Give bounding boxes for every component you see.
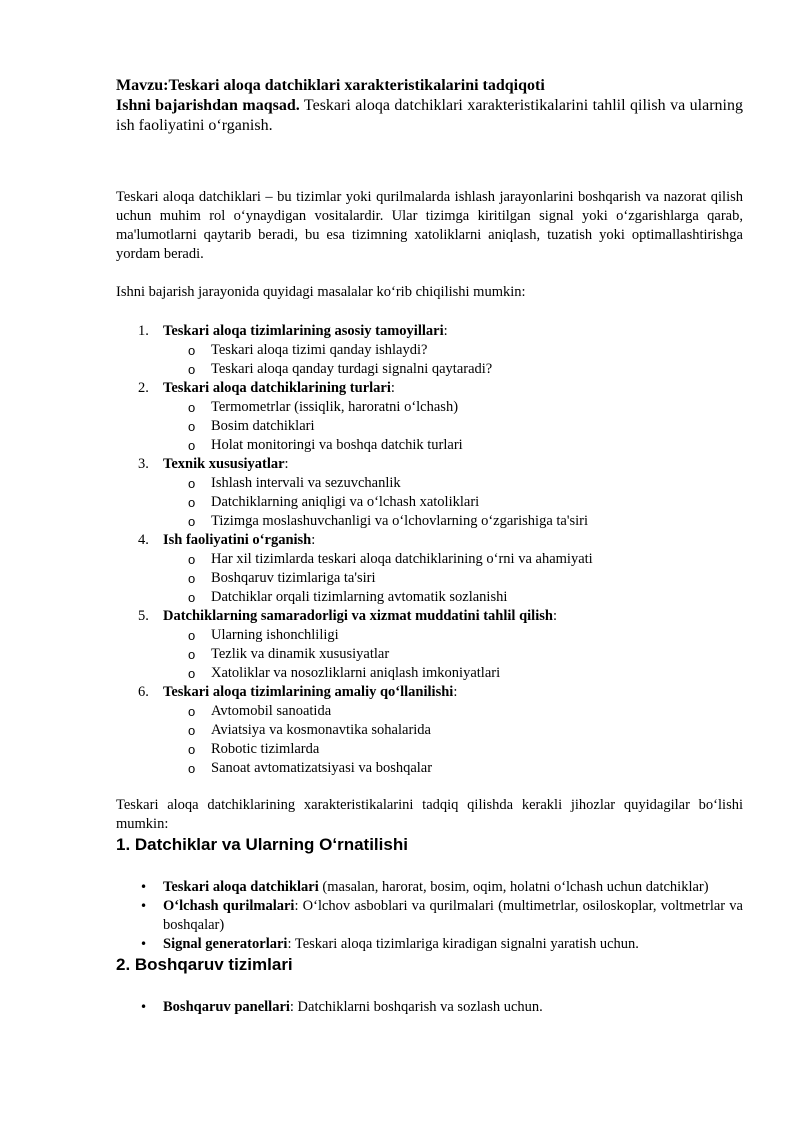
- sub-marker: o: [188, 742, 196, 757]
- subtask-list: [163, 550, 743, 607]
- title-label: Mavzu:: [116, 77, 169, 94]
- subtask-list: [163, 341, 743, 379]
- tasks-intro: Ishni bajarish jarayonida quyidagi masalalar koʻrib chiqilishi mumkin:: [116, 284, 526, 300]
- task-number: 3.: [138, 456, 149, 472]
- equipment-item: [116, 998, 743, 1017]
- sub-marker: o: [188, 552, 196, 567]
- section1-heading: 1. Datchiklar va Ularning Oʻrnatilishi: [116, 835, 408, 854]
- colon: :: [443, 323, 448, 339]
- subtask-item: [116, 645, 743, 664]
- equipment-intro: Teskari aloqa datchiklarining xarakteristikalarini tadqiq qilishda kerakli jihozlar quyidagilar boʻlishi mumkin:: [116, 797, 743, 832]
- subtask-text: Aviatsiya va kosmonavtika sohalarida: [211, 722, 431, 738]
- subtask-item: [116, 702, 743, 721]
- subtask-item: [116, 436, 743, 455]
- equipment-desc: : Teskari aloqa tizimlariga kiradigan signalni yaratish uchun.: [287, 936, 639, 952]
- subtask-item: [116, 569, 743, 588]
- sub-marker: o: [188, 666, 196, 681]
- subtask-text: Teskari aloqa qanday turdagi signalni qaytaradi?: [211, 361, 493, 377]
- colon: :: [311, 532, 316, 548]
- equipment-name: Boshqaruv panellari: [163, 999, 290, 1015]
- task-item: [116, 379, 743, 455]
- sub-marker: o: [188, 419, 196, 434]
- sub-marker: o: [188, 495, 196, 510]
- bullet-marker: •: [140, 1000, 148, 1014]
- subtask-text: Bosim datchiklari: [211, 418, 315, 434]
- equipment-desc: : Oʻlchov asboblari va qurilmalari (multimetrlar, osiloskoplar, voltmetrlar va boshqalar): [163, 898, 743, 933]
- sub-marker: o: [188, 343, 196, 358]
- sub-marker: o: [188, 723, 196, 738]
- purpose-text: Teskari aloqa datchiklari xarakteristikalarini tahlil qilish va ularning ish faoliyatini oʻrganish.: [116, 97, 743, 134]
- subtask-text: Holat monitoringi va boshqa datchik turlari: [211, 437, 463, 453]
- subtask-item: [116, 550, 743, 569]
- subtask-text: Datchiklar orqali tizimlarning avtomatik sozlanishi: [211, 589, 508, 605]
- task-item: [116, 322, 743, 379]
- subtask-item: [116, 474, 743, 493]
- subtask-text: Tezlik va dinamik xususiyatlar: [211, 646, 390, 662]
- colon: :: [390, 380, 395, 396]
- task-title: Teskari aloqa tizimlarining asosiy tamoyillari: [163, 323, 444, 339]
- subtask-item: [116, 360, 743, 379]
- sub-marker: o: [188, 704, 196, 719]
- task-title: Teskari aloqa datchiklarining turlari: [163, 380, 391, 396]
- subtask-item: [116, 398, 743, 417]
- section2-list: [116, 998, 743, 1017]
- equipment-item: [116, 878, 743, 897]
- colon: :: [453, 684, 458, 700]
- task-item: [116, 531, 743, 607]
- subtask-text: Xatoliklar va nosozliklarni aniqlash imkoniyatlari: [211, 665, 501, 681]
- bullet-marker: •: [140, 880, 148, 894]
- subtask-text: Ishlash intervali va sezuvchanlik: [211, 475, 401, 491]
- subtask-text: Termometrlar (issiqlik, haroratni oʻlchash): [211, 399, 459, 415]
- subtask-list: [163, 702, 743, 778]
- title-text: Teskari aloqa datchiklari xarakteristikalarini tadqiqoti: [168, 77, 545, 94]
- equipment-item: [116, 935, 743, 954]
- tasks-list: [116, 322, 743, 778]
- sub-marker: o: [188, 628, 196, 643]
- subtask-text: Ularning ishonchliligi: [211, 627, 339, 643]
- task-number: 5.: [138, 608, 149, 624]
- purpose-paragraph: [116, 96, 743, 136]
- task-item: [116, 607, 743, 683]
- task-item: [116, 683, 743, 778]
- section2-heading: 2. Boshqaruv tizimlari: [116, 955, 293, 974]
- subtask-text: Teskari aloqa tizimi qanday ishlaydi?: [211, 342, 428, 358]
- task-title: Datchiklarning samaradorligi va xizmat muddatini tahlil qilish: [163, 608, 553, 624]
- sub-marker: o: [188, 362, 196, 377]
- subtask-text: Sanoat avtomatizatsiyasi va boshqalar: [211, 760, 433, 776]
- sub-marker: o: [188, 400, 196, 415]
- section1-list: [116, 878, 743, 954]
- subtask-item: [116, 759, 743, 778]
- subtask-list: [163, 398, 743, 455]
- bullet-marker: •: [140, 937, 148, 951]
- subtask-text: Har xil tizimlarda teskari aloqa datchiklarining oʻrni va ahamiyati: [211, 551, 593, 567]
- equipment-desc: : Datchiklarni boshqarish va sozlash uchun.: [289, 999, 543, 1015]
- subtask-text: Datchiklarning aniqligi va oʻlchash xatoliklari: [211, 494, 480, 510]
- task-number: 4.: [138, 532, 149, 548]
- bullet-marker: •: [140, 899, 148, 913]
- subtask-list: [163, 474, 743, 531]
- sub-marker: o: [188, 647, 196, 662]
- subtask-item: [116, 512, 743, 531]
- equipment-desc: (masalan, harorat, bosim, oqim, holatni oʻlchash uchun datchiklar): [318, 879, 709, 895]
- subtask-list: [163, 626, 743, 683]
- document-page: [116, 76, 743, 1017]
- subtask-text: Boshqaruv tizimlariga ta'siri: [211, 570, 376, 586]
- subtask-item: [116, 493, 743, 512]
- equipment-name: Signal generatorlari: [163, 936, 288, 952]
- equipment-name: Oʻlchash qurilmalari: [163, 898, 295, 914]
- sub-marker: o: [188, 514, 196, 529]
- subtask-item: [116, 417, 743, 436]
- subtask-item: [116, 341, 743, 360]
- subtask-item: [116, 740, 743, 759]
- equipment-name: Teskari aloqa datchiklari: [163, 879, 319, 895]
- task-title: Texnik xususiyatlar: [163, 456, 285, 472]
- sub-marker: o: [188, 476, 196, 491]
- subtask-text: Robotic tizimlarda: [211, 741, 320, 757]
- colon: :: [284, 456, 289, 472]
- task-number: 6.: [138, 684, 149, 700]
- equipment-item: [116, 897, 743, 935]
- task-title: Ish faoliyatini oʻrganish: [163, 532, 312, 548]
- subtask-text: Avtomobil sanoatida: [211, 703, 332, 719]
- colon: :: [552, 608, 557, 624]
- subtask-item: [116, 664, 743, 683]
- subtask-item: [116, 721, 743, 740]
- task-number: 2.: [138, 380, 149, 396]
- subtask-item: [116, 588, 743, 607]
- document-title: [116, 76, 743, 96]
- subtask-item: [116, 626, 743, 645]
- task-number: 1.: [138, 323, 149, 339]
- purpose-label: Ishni bajarishdan maqsad.: [116, 97, 300, 114]
- sub-marker: o: [188, 761, 196, 776]
- task-title: Teskari aloqa tizimlarining amaliy qoʻllanilishi: [163, 684, 454, 700]
- subtask-text: Tizimga moslashuvchanligi va oʻlchovlarning oʻzgarishiga ta'siri: [211, 513, 588, 529]
- sub-marker: o: [188, 571, 196, 586]
- intro-paragraph: Teskari aloqa datchiklari – bu tizimlar yoki qurilmalarda ishlash jarayonlarini boshqarish va nazorat qilish uchun muhim rol oʻynaydigan vositalardir. Ular tizimga kiritilgan signal yoki oʻzgarishlarga qarab, ma'lumotlarni qaytarib beradi, bu esa tizimning xatoliklarni aniqlash, tuzatish yoki optimallashtirishga yordam beradi.: [116, 189, 743, 262]
- task-item: [116, 455, 743, 531]
- sub-marker: o: [188, 438, 196, 453]
- sub-marker: o: [188, 590, 196, 605]
